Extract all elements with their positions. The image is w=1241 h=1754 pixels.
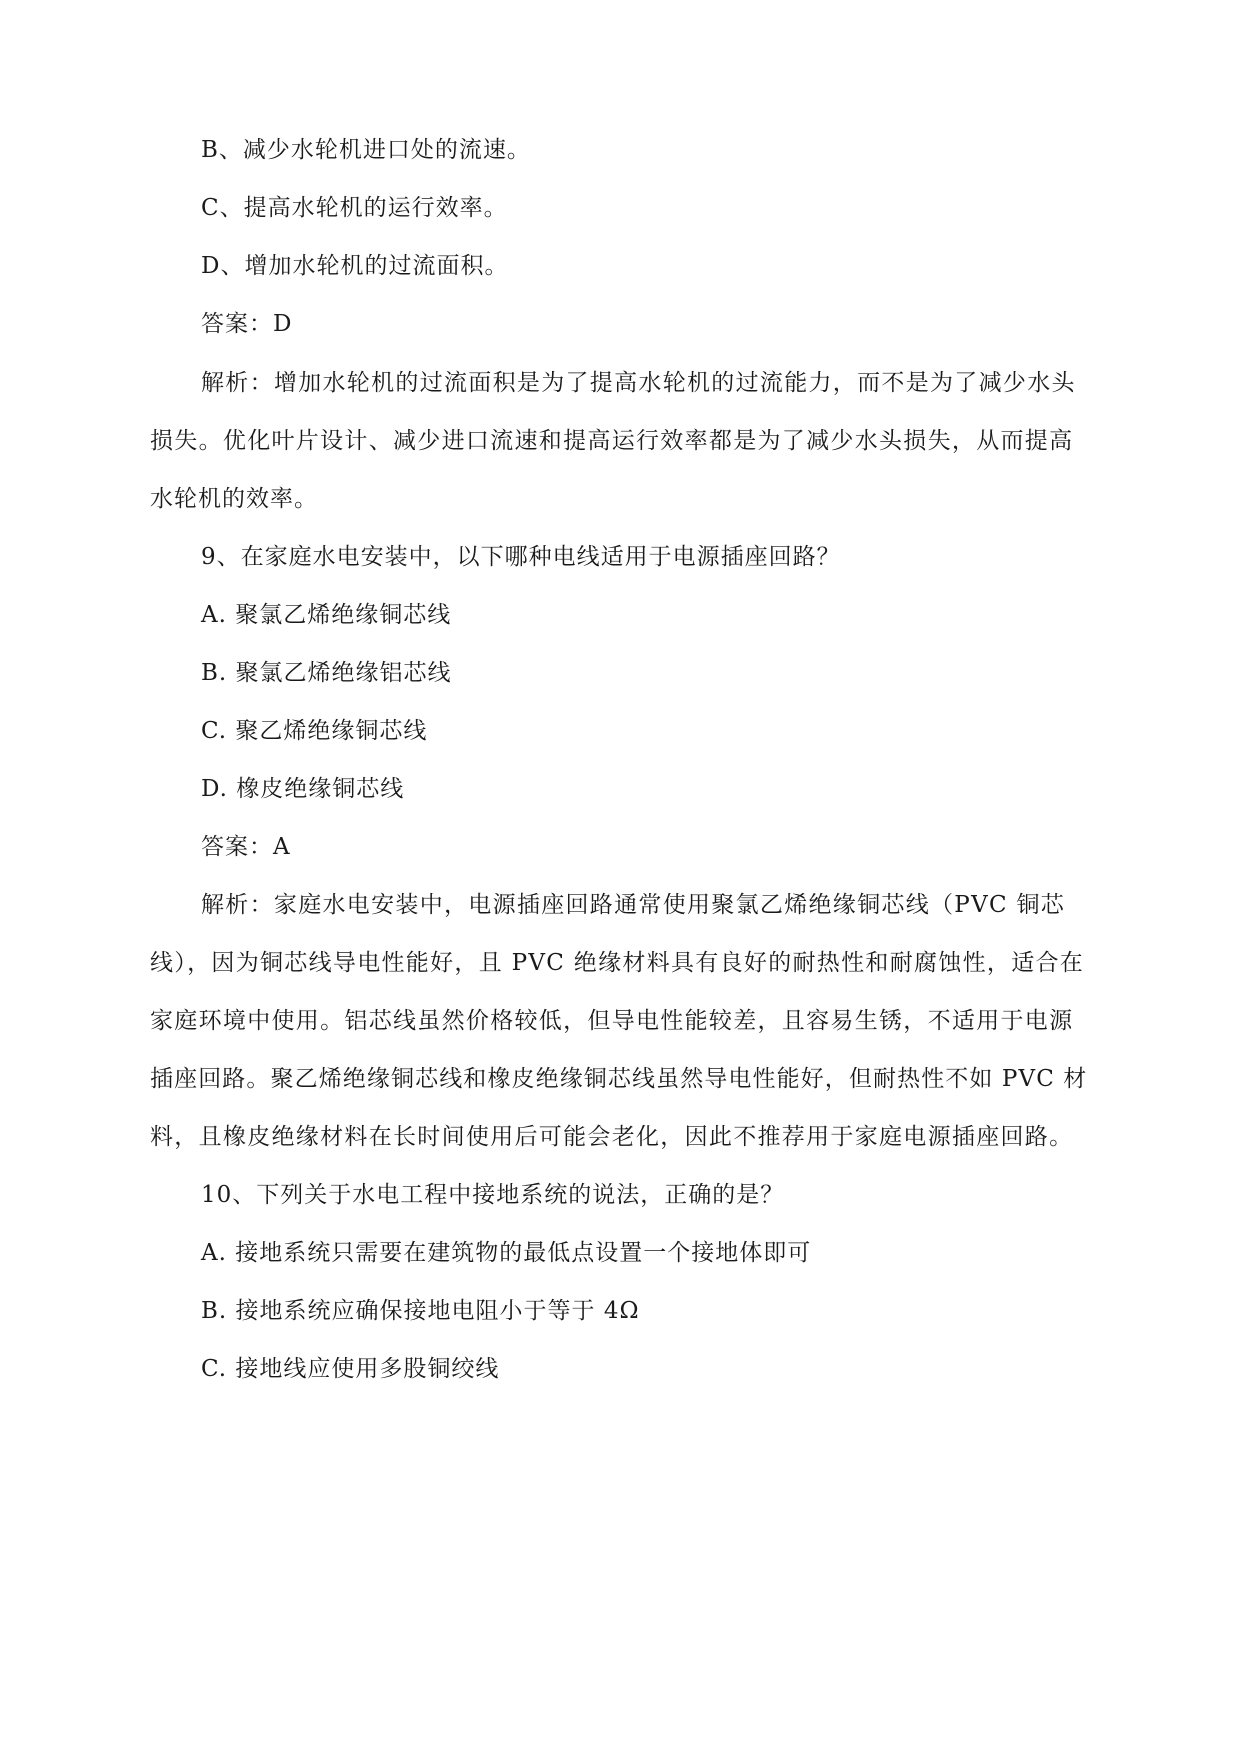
- q10-question: 10、下列关于水电工程中接地系统的说法，正确的是？: [201, 1182, 785, 1208]
- q9-analysis-line: 家庭环境中使用。铝芯线虽然价格较低，但导电性能较差，且容易生锈，不适用于电源: [150, 1008, 1074, 1034]
- q9-option-d: D. 橡皮绝缘铜芯线: [201, 776, 405, 802]
- q10-option-a: A. 接地系统只需要在建筑物的最低点设置一个接地体即可: [201, 1240, 812, 1266]
- q10-option-b: B. 接地系统应确保接地电阻小于等于 4Ω: [201, 1298, 640, 1324]
- q9-option-a: A. 聚氯乙烯绝缘铜芯线: [201, 602, 452, 628]
- q8-analysis-line: 水轮机的效率。: [150, 486, 318, 512]
- q8-option-d: D、增加水轮机的过流面积。: [201, 253, 509, 279]
- q8-analysis-line: 解析：增加水轮机的过流面积是为了提高水轮机的过流能力，而不是为了减少水头: [201, 370, 1076, 396]
- q8-option-b: B、减少水轮机进口处的流速。: [201, 137, 531, 163]
- q9-option-b: B. 聚氯乙烯绝缘铝芯线: [201, 660, 452, 686]
- q10-option-c: C. 接地线应使用多股铜绞线: [201, 1356, 500, 1382]
- q9-analysis-line: 插座回路。聚乙烯绝缘铜芯线和橡皮绝缘铜芯线虽然导电性能好，但耐热性不如 PVC 材: [150, 1066, 1088, 1092]
- q8-answer: 答案：D: [201, 311, 293, 337]
- q8-analysis-line: 损失。优化叶片设计、减少进口流速和提高运行效率都是为了减少水头损失，从而提高: [150, 428, 1074, 454]
- q9-option-c: C. 聚乙烯绝缘铜芯线: [201, 718, 428, 744]
- q9-question: 9、在家庭水电安装中，以下哪种电线适用于电源插座回路？: [201, 544, 841, 570]
- q9-answer: 答案：A: [201, 834, 291, 860]
- q9-analysis-line: 料，且橡皮绝缘材料在长时间使用后可能会老化，因此不推荐用于家庭电源插座回路。: [150, 1124, 1074, 1150]
- q8-option-c: C、提高水轮机的运行效率。: [201, 195, 508, 221]
- q9-analysis-line: 线），因为铜芯线导电性能好，且 PVC 绝缘材料具有良好的耐热性和耐腐蚀性，适合在: [150, 950, 1085, 976]
- q9-analysis-line: 解析：家庭水电安装中，电源插座回路通常使用聚氯乙烯绝缘铜芯线（PVC 铜芯: [201, 892, 1066, 918]
